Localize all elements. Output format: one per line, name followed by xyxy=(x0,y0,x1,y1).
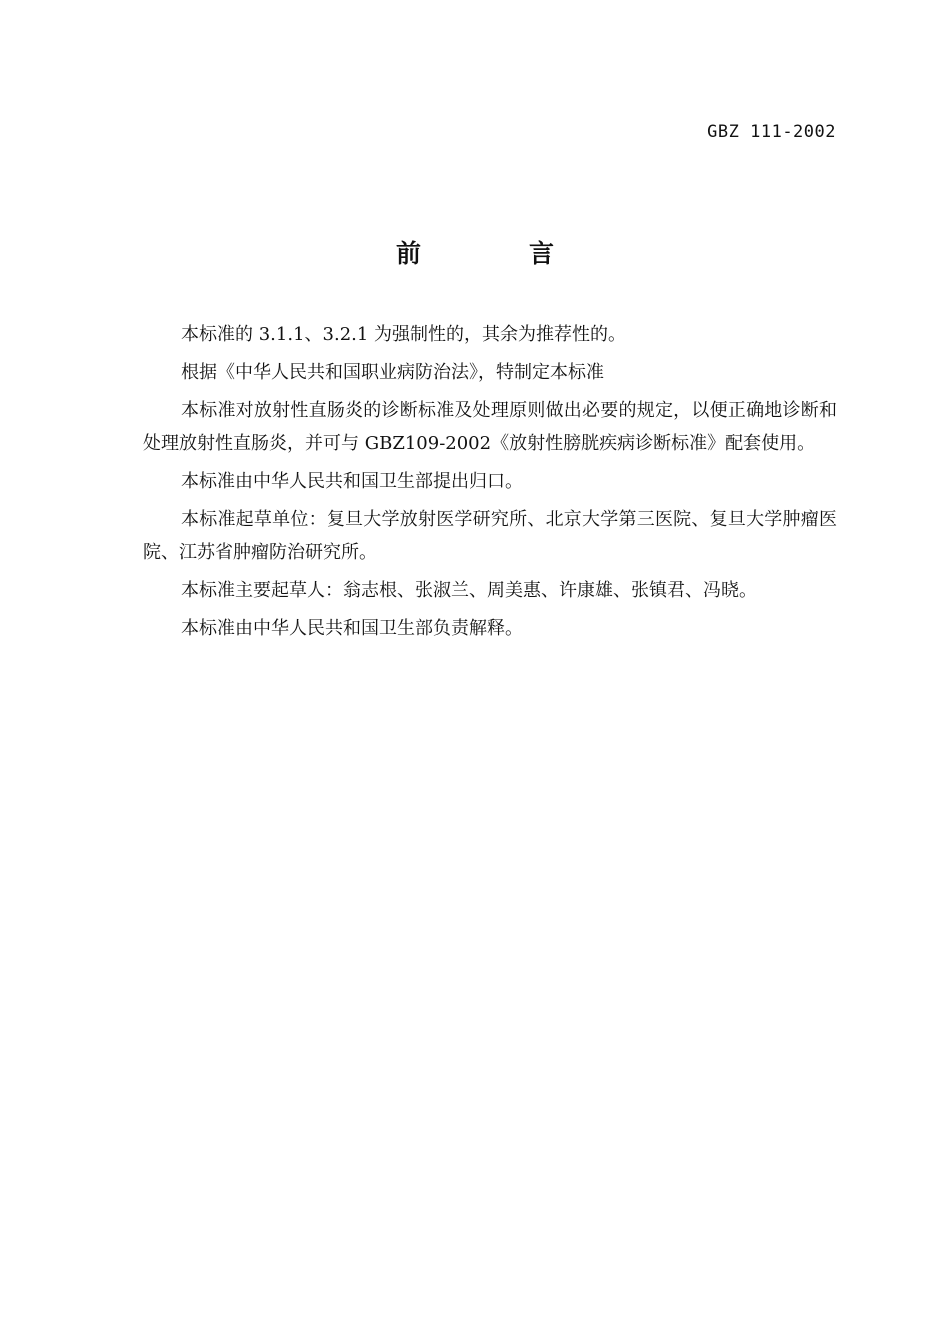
paragraph-legal-basis: 根据《中华人民共和国职业病防治法》，特制定本标准 xyxy=(181,362,604,383)
paragraph-drafters: 本标准主要起草人：翁志根、张淑兰、周美惠、许康雄、张镇君、冯晓。 xyxy=(181,580,757,601)
paragraph-drafting-units: 本标准起草单位：复旦大学放射医学研究所、北京大学第三医院、复旦大学肿瘤医院、江苏省肿瘤防治研究所。 xyxy=(143,509,837,563)
paragraph-mandatory-clauses: 本标准的 3.1.1、3.2.1 为强制性的，其余为推荐性的。 xyxy=(181,324,627,345)
paragraph-proposer: 本标准由中华人民共和国卫生部提出归口。 xyxy=(181,471,523,492)
paragraph-interpretation: 本标准由中华人民共和国卫生部负责解释。 xyxy=(181,618,523,639)
page-title xyxy=(0,234,950,270)
foreword-body xyxy=(143,318,837,650)
title-char-2: 言 xyxy=(529,239,555,268)
standard-code: GBZ 111-2002 xyxy=(707,122,836,142)
title-char-1: 前 xyxy=(395,239,421,268)
paragraph-scope: 本标准对放射性直肠炎的诊断标准及处理原则做出必要的规定，以便正确地诊断和处理放射性直肠炎，并可与 GBZ109-2002《放射性膀胱疾病诊断标准》配套使用。 xyxy=(143,400,837,454)
